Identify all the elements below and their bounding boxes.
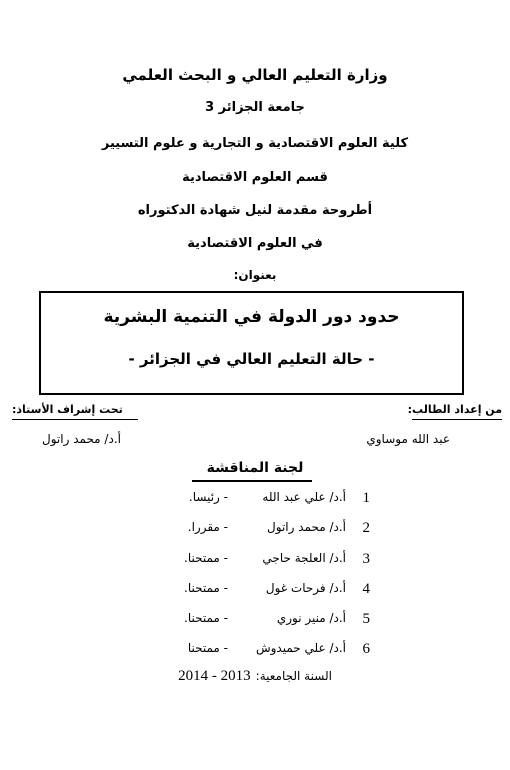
member-number: 3 [362, 551, 370, 567]
faculty-name: كلية العلوم الاقتصادية و التجارية و علوم التسيير [101, 136, 409, 151]
thesis-subtitle: - حالة التعليم العالي في الجزائر - [128, 350, 375, 368]
supervisor-label: تحت إشراف الأستاذ: [12, 403, 123, 416]
thesis-field: في العلوم الاقتصادية [187, 236, 323, 251]
supervisor-name: أ.د/ محمد راتول [42, 432, 121, 446]
student-label-divider [412, 419, 502, 420]
committee-member [140, 490, 370, 510]
member-number: 5 [362, 611, 370, 627]
member-name: أ.د/ علي عبد الله [262, 490, 346, 504]
member-role: - ممتحنا. [184, 551, 228, 565]
academic-year [0, 665, 510, 685]
member-role: - ممتحنا. [184, 611, 228, 625]
thesis-type: أطروحة مقدمة لنيل شهادة الدكتوراه [137, 203, 373, 218]
thesis-title-box [39, 291, 464, 395]
member-role: - ممتحنا. [184, 581, 228, 595]
committee-member [140, 581, 370, 601]
member-name: أ.د/ منير نوري [276, 611, 346, 625]
member-name: أ.د/ فرحات غول [265, 581, 346, 595]
supervisor-label-divider [12, 419, 138, 420]
member-number: 4 [362, 581, 370, 597]
committee-member [140, 641, 370, 661]
member-number: 1 [362, 490, 370, 506]
title-intro: بعنوان: [233, 268, 277, 282]
member-name: أ.د/ علي حميدوش [255, 641, 346, 655]
member-name: أ.د/ محمد راتول [267, 520, 346, 534]
member-number: 6 [362, 641, 370, 657]
committee-member [140, 520, 370, 540]
committee-member [140, 611, 370, 631]
university-name: جامعة الجزائر 3 [205, 100, 305, 115]
committee-title: لجنة المناقشة [206, 460, 304, 476]
member-number: 2 [362, 520, 370, 536]
student-name: عبد الله موساوي [366, 432, 450, 446]
member-role: - مقررا. [187, 520, 228, 534]
academic-year-value: 2013 - 2014 [178, 668, 251, 684]
committee-member [140, 551, 370, 571]
member-role: - رئيسا. [188, 490, 228, 504]
committee-title-underline [192, 480, 312, 482]
member-name: أ.د/ العلجة حاجي [262, 551, 346, 565]
department-name: قسم العلوم الاقتصادية [182, 170, 328, 185]
thesis-title: حدود دور الدولة في التنمية البشرية [103, 307, 400, 327]
member-role: - ممتحنا [187, 641, 228, 655]
ministry-name: وزارة التعليم العالي و البحث العلمي [122, 66, 388, 84]
student-label: من إعداد الطالب: [407, 403, 502, 416]
academic-year-label: السنة الجامعية: [255, 669, 332, 683]
